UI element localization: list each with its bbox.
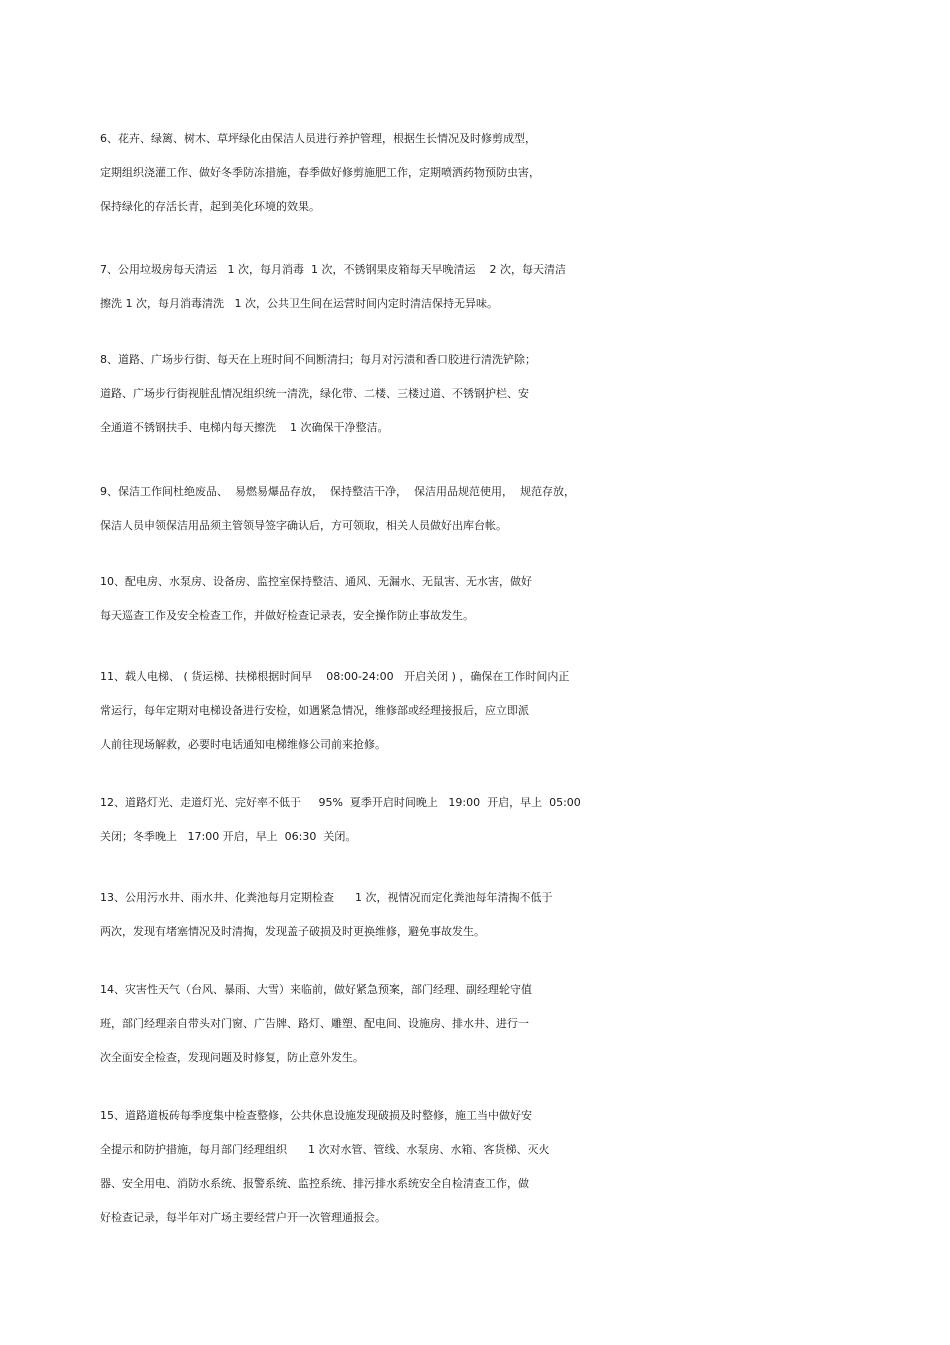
text-line: 6、花卉、绿篱、树木、草坪绿化由保洁人员进行养护管理，根据生长情况及时修剪成型， xyxy=(100,132,536,145)
text-line: 全通道不锈钢扶手、电梯内每天擦洗 1 次确保干净整洁。 xyxy=(100,421,389,434)
text-line: 13、公用污水井、雨水井、化粪池每月定期检查 1 次，视情况而定化粪池每年清掏不低于 xyxy=(100,891,553,904)
paragraph-item-9 xyxy=(100,475,860,543)
text-line: 15、道路道板砖每季度集中检查整修，公共休息设施发现破损及时整修，施工当中做好安 xyxy=(100,1109,532,1122)
text-line: 器、安全用电、消防水系统、报警系统、监控系统、排污排水系统安全自检清查工作，做 xyxy=(100,1177,529,1190)
text-line: 8、道路、广场步行街、每天在上班时间不间断清扫；每月对污渍和香口胶进行清洗铲除； xyxy=(100,353,536,366)
text-line: 定期组织浇灌工作、做好冬季防冻措施，春季做好修剪施肥工作，定期喷洒药物预防虫害， xyxy=(100,166,540,179)
text-line: 两次，发现有堵塞情况及时清掏，发现盖子破损及时更换维修，避免事故发生。 xyxy=(100,925,485,938)
text-line: 班，部门经理亲自带头对门窗、广告牌、路灯、雕塑、配电间、设施房、排水井、进行一 xyxy=(100,1017,529,1030)
text-line: 保洁人员申领保洁用品须主管领导签字确认后，方可领取，相关人员做好出库台帐。 xyxy=(100,519,507,532)
text-line: 好检查记录，每半年对广场主要经营户开一次管理通报会。 xyxy=(100,1211,386,1224)
paragraph-item-6 xyxy=(100,122,860,224)
text-line: 每天巡查工作及安全检查工作，并做好检查记录表，安全操作防止事故发生。 xyxy=(100,609,474,622)
paragraph-item-14 xyxy=(100,973,860,1075)
text-line: 道路、广场步行街视脏乱情况组织统一清洗，绿化带、二楼、三楼过道、不锈钢护栏、安 xyxy=(100,387,529,400)
text-line: 12、道路灯光、走道灯光、完好率不低于 95% 夏季开启时间晚上 19:00 开启，早上 05:00 xyxy=(100,796,581,809)
text-line: 人前往现场解救，必要时电话通知电梯维修公司前来抢修。 xyxy=(100,738,386,751)
text-line: 次全面安全检查，发现问题及时修复，防止意外发生。 xyxy=(100,1051,364,1064)
paragraph-item-7 xyxy=(100,253,860,321)
paragraph-item-13 xyxy=(100,881,860,949)
paragraph-item-15 xyxy=(100,1099,860,1235)
text-line: 7、公用垃圾房每天清运 1 次，每月消毒 1 次，不锈钢果皮箱每天早晚清运 2 次，每天清洁 xyxy=(100,263,566,276)
text-line: 14、灾害性天气（台风、暴雨、大雪）来临前，做好紧急预案，部门经理、副经理轮守值 xyxy=(100,983,532,996)
paragraph-item-11 xyxy=(100,660,860,762)
text-line: 保持绿化的存活长青，起到美化环境的效果。 xyxy=(100,200,320,213)
paragraph-item-8 xyxy=(100,343,860,445)
text-line: 11、载人电梯、 ( 货运梯、扶梯根据时间早 08:00-24:00 开启关闭 ) ，确保在工作时间内正 xyxy=(100,670,570,683)
text-line: 擦洗 1 次，每月消毒清洗 1 次，公共卫生间在运营时间内定时清洁保持无异味。 xyxy=(100,297,498,310)
text-line: 10、配电房、水泵房、设备房、监控室保持整洁、通风、无漏水、无鼠害、无水害，做好 xyxy=(100,575,532,588)
text-line: 常运行，每年定期对电梯设备进行安检，如遇紧急情况，维修部或经理接报后，应立即派 xyxy=(100,704,529,717)
text-line: 全提示和防护措施，每月部门经理组织 1 次对水管、管线、水泵房、水箱、客货梯、灭火 xyxy=(100,1143,550,1156)
text-line: 9、保洁工作间杜绝废品、 易燃易爆品存放， 保持整洁干净， 保洁用品规范使用， 规范存放， xyxy=(100,485,575,498)
paragraph-item-12 xyxy=(100,786,860,854)
paragraph-item-10 xyxy=(100,565,860,633)
text-line: 关闭；冬季晚上 17:00 开启，早上 06:30 关闭。 xyxy=(100,830,357,843)
